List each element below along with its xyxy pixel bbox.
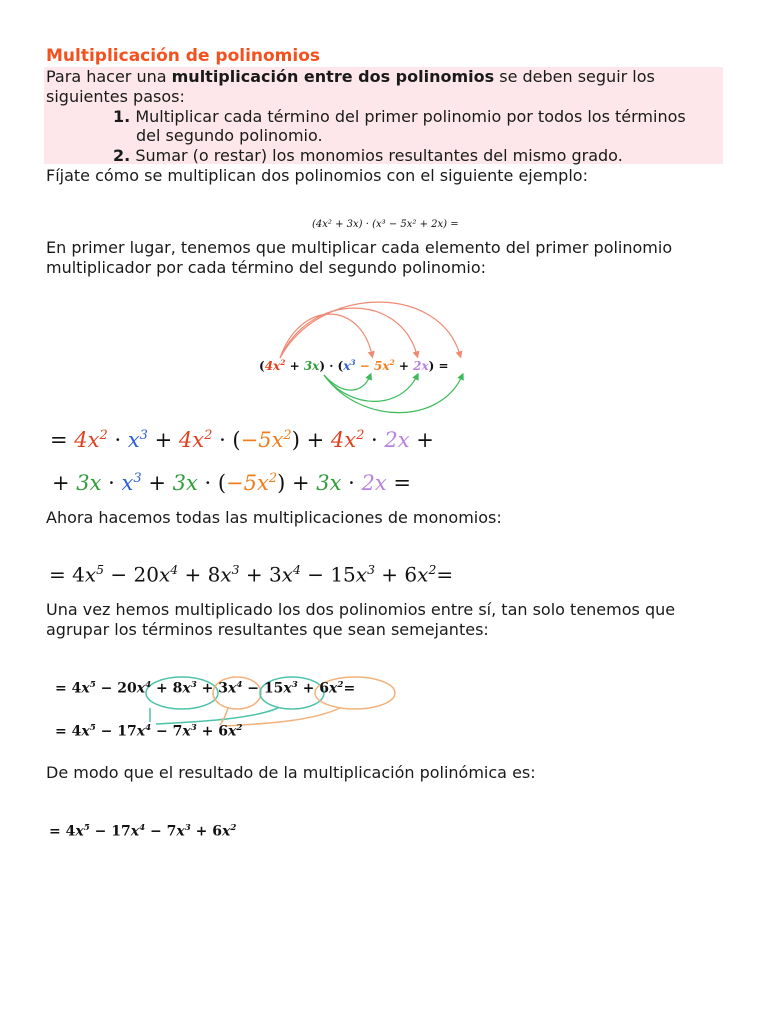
expansion-line-1: = $4x^2 \cdot x^3 + 4x^2 \cdot (-5x^2) + 4x^2 \cdot 2x$ + xyxy=(50,428,434,452)
para4-line-2: agrupar los términos resultantes que sean semejantes: xyxy=(46,620,489,639)
arrow-4x2-to-5x2 xyxy=(280,308,417,358)
example-intro: Fíjate cómo se multiplican dos polinomios con el siguiente ejemplo: xyxy=(46,166,588,185)
expansion-line-2: + $3x \cdot x^3 + 3x \cdot (-5x^2) + 3x \cdot 2x$ = xyxy=(52,471,412,495)
para3: Ahora hacemos todas las multiplicaciones de monomios: xyxy=(46,508,502,527)
intro-bold: multiplicación entre dos polinomios xyxy=(171,67,495,86)
step-2-number: 2. xyxy=(113,146,131,165)
intro-line-1 xyxy=(46,67,655,87)
grouping-equation-line-1: = $4x^5 - 20x^4 + 8x^3 + 3x^4 - 15x^3 + 6x^2=$ xyxy=(55,680,356,697)
final-result-equation: = $4x^5 - 17x^4 - 7x^3 + 6x^2$ xyxy=(49,823,237,840)
intro-line-2: siguientes pasos: xyxy=(46,87,185,106)
step-1-text: Multiplicar cada término del primer polinomio por todos los términos xyxy=(135,107,686,126)
arrow-4x2-to-2x xyxy=(280,302,460,358)
step-1-line-2: del segundo polinomio. xyxy=(136,126,323,145)
monomial-products-equation: = $4x^5 - 20x^4 + 8x^3 + 3x^4 - 15x^3 + 6x^2=$ xyxy=(49,562,454,587)
para2-line-2: multiplicador por cada término del segundo polinomio: xyxy=(46,258,487,277)
step-2 xyxy=(113,146,623,166)
step-2-text: Sumar (o restar) los monomios resultantes del mismo grado. xyxy=(135,146,623,165)
intro-post: se deben seguir los xyxy=(494,67,655,86)
intro-pre: Para hacer una xyxy=(46,67,172,86)
grouping-equation-line-2: = $4x^5 - 17x^4 - 7x^3 + 6x^2$ xyxy=(55,723,243,740)
para5: De modo que el resultado de la multiplicación polinómica es: xyxy=(46,763,536,782)
arrow-teal-2 xyxy=(156,708,278,724)
step-1-number: 1. xyxy=(113,107,131,126)
arrow-3x-to-5x2 xyxy=(324,375,417,401)
page-title: Multiplicación de polinomios xyxy=(46,46,321,66)
para2-line-1: En primer lugar, tenemos que multiplicar cada elemento del primer polinomio xyxy=(46,238,673,257)
step-1 xyxy=(113,107,686,127)
grouping-circles-diagram xyxy=(100,670,460,730)
example-equation: (4x² + 3x) · (x³ − 5x² + 2x) = xyxy=(312,219,459,230)
colored-product-expression: $(4x^2 + 3x) \cdot (x^3 - 5x^2 + 2x)$ = xyxy=(259,358,449,373)
para4-line-1: Una vez hemos multiplicado los dos polinomios entre sí, tan solo tenemos que xyxy=(46,600,676,619)
